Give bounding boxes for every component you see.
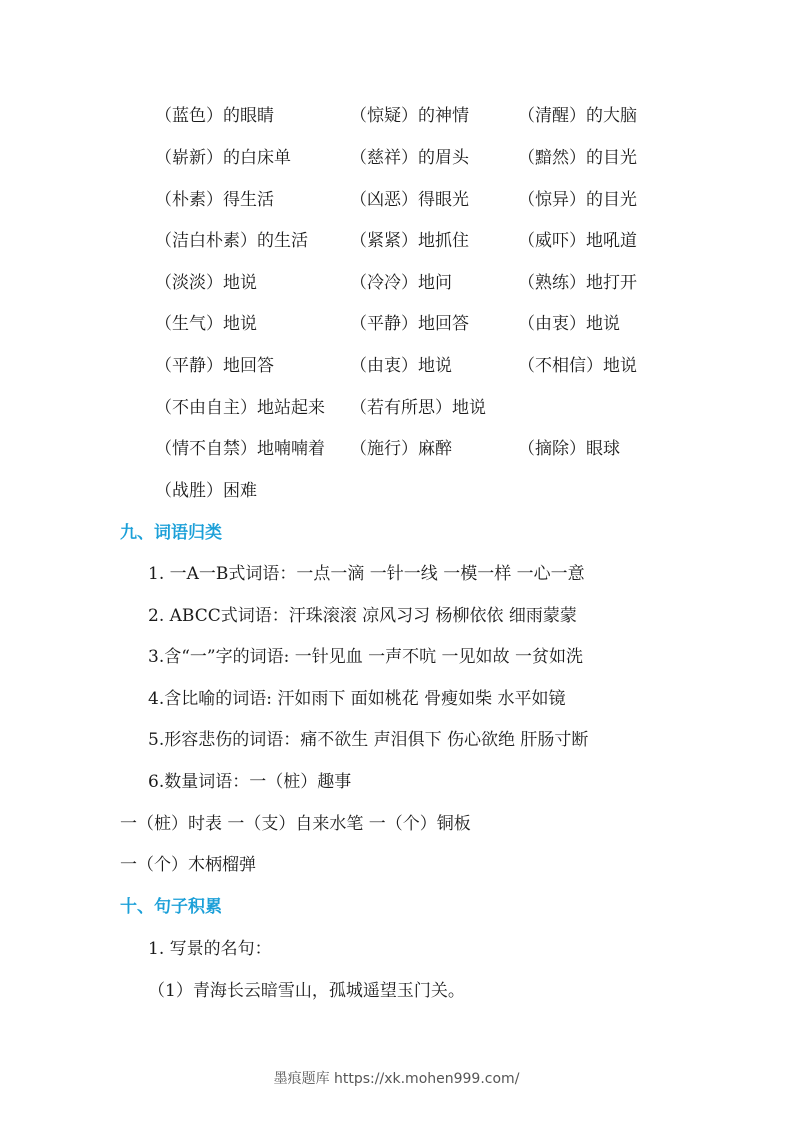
list-item-continuation: 一（桩）时表 一（支）自来水笔 一（个）铜板 (120, 814, 471, 834)
section-heading: 十、句子积累 (120, 897, 222, 917)
list-item: 1. 一A一B式词语：一点一滴 一针一线 一模一样 一心一意 (148, 564, 585, 584)
collocation-item: （战胜）困难 (155, 481, 257, 501)
collocation-item: （紧紧）地抓住 (350, 231, 469, 251)
collocation-item: （崭新）的白床单 (155, 148, 291, 168)
collocation-item: （不相信）地说 (518, 356, 637, 376)
list-item: 3.含“一”字的词语: 一针见血 一声不吭 一见如故 一贫如洗 (148, 647, 583, 667)
collocation-item: （由衷）地说 (518, 314, 620, 334)
collocation-item: （朴素）得生活 (155, 190, 274, 210)
list-item-continuation: 一（个）木柄榴弹 (120, 855, 256, 875)
section-heading: 九、词语归类 (120, 523, 222, 543)
collocation-item: （惊异）的目光 (518, 190, 637, 210)
collocation-row (0, 354, 793, 378)
collocation-item: （洁白朴素）的生活 (155, 231, 308, 251)
collocation-item: （平静）地回答 (350, 314, 469, 334)
page-footer: 墨痕题库 https://xk.mohen999.com/ (273, 1071, 520, 1087)
collocation-item: （平静）地回答 (155, 356, 274, 376)
collocation-item: （摘除）眼球 (518, 439, 620, 459)
collocation-row (0, 479, 793, 503)
list-item: 6.数量词语：一（桩）趣事 (148, 772, 352, 792)
collocation-item: （慈祥）的眉头 (350, 148, 469, 168)
collocation-item: （由衷）地说 (350, 356, 452, 376)
collocation-item: （冷冷）地问 (350, 273, 452, 293)
list-item: 1. 写景的名句： (148, 939, 272, 959)
collocation-row (0, 396, 793, 420)
collocation-item: （威吓）地吼道 (518, 231, 637, 251)
collocation-row (0, 271, 793, 295)
list-item: 4.含比喻的词语: 汗如雨下 面如桃花 骨瘦如柴 水平如镜 (148, 689, 566, 709)
collocation-item: （不由自主）地站起来 (155, 398, 325, 418)
collocation-item: （熟练）地打开 (518, 273, 637, 293)
collocation-item: （惊疑）的神情 (350, 106, 469, 126)
collocation-item: （凶恶）得眼光 (350, 190, 469, 210)
collocation-row (0, 312, 793, 336)
collocation-row (0, 104, 793, 128)
collocation-item: （清醒）的大脑 (518, 106, 637, 126)
list-item: 5.形容悲伤的词语：痛不欲生 声泪俱下 伤心欲绝 肝肠寸断 (148, 730, 589, 750)
collocation-row (0, 229, 793, 253)
collocation-item: （黯然）的目光 (518, 148, 637, 168)
collocation-row (0, 188, 793, 212)
collocation-row (0, 437, 793, 461)
collocation-item: （淡淡）地说 (155, 273, 257, 293)
collocation-item: （生气）地说 (155, 314, 257, 334)
list-item: （1）青海长云暗雪山，孤城遥望玉门关。 (148, 981, 465, 1001)
collocation-item: （施行）麻醉 (350, 439, 452, 459)
collocation-row (0, 146, 793, 170)
collocation-item: （情不自禁）地喃喃着 (155, 439, 325, 459)
list-item: 2. ABCC式词语：汗珠滚滚 凉风习习 杨柳依依 细雨蒙蒙 (148, 606, 577, 626)
collocation-item: （蓝色）的眼睛 (155, 106, 274, 126)
collocation-item: （若有所思）地说 (350, 398, 486, 418)
